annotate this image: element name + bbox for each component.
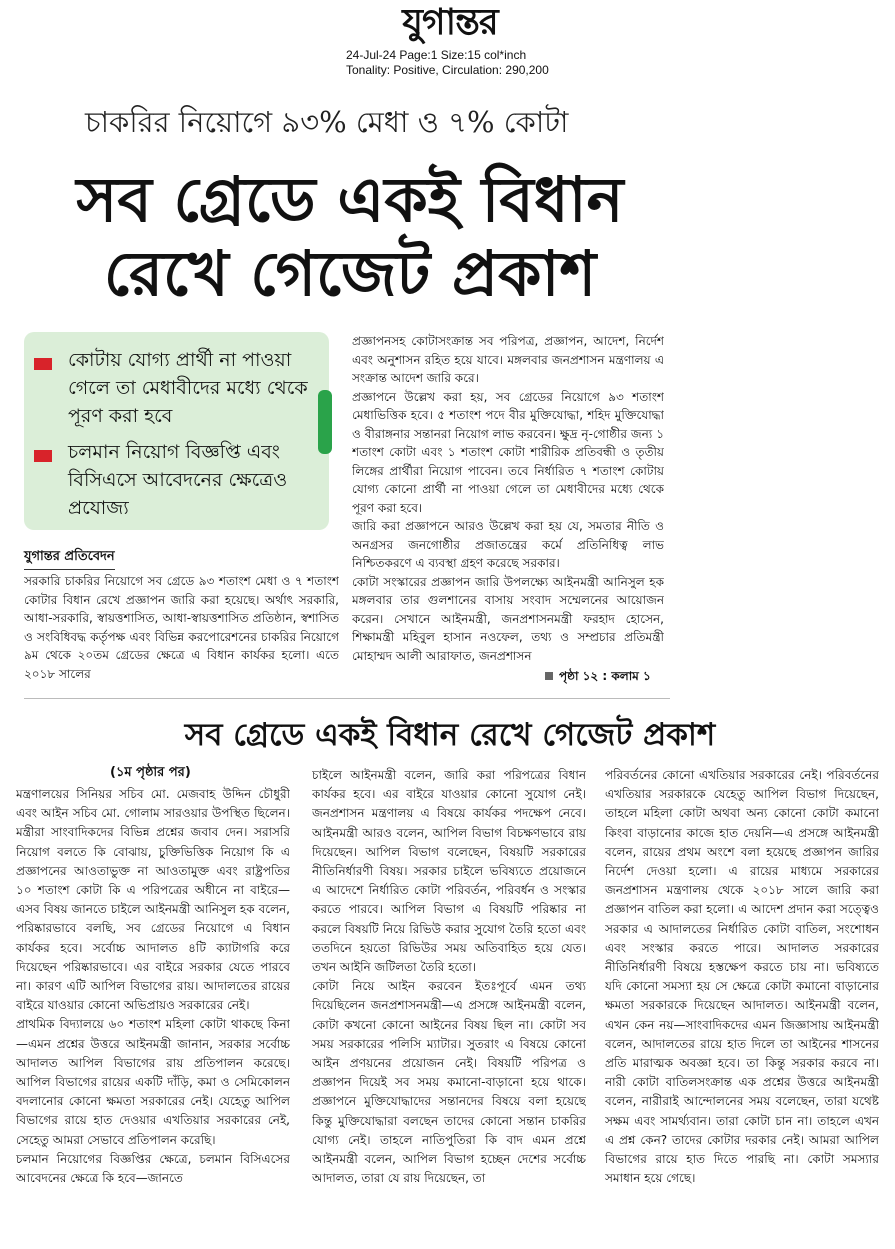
clipping-meta bbox=[346, 48, 549, 78]
jump-headline: সব গ্রেডে একই বিধান রেখে গেজেট প্রকাশ bbox=[184, 717, 716, 753]
jump-from-label: (১ম পৃষ্ঠার পর) bbox=[110, 765, 191, 780]
paragraph: চলমান নিয়োগের বিজ্ঞপ্তির ক্ষেত্রে, চলমান বিসিএসের আবেদনের ক্ষেত্রে কি হবে—জানতে bbox=[16, 1151, 290, 1186]
bullet-marker-icon bbox=[34, 450, 52, 462]
jump-column-1 bbox=[16, 785, 290, 1233]
byline: যুগান্তর প্রতিবেদন bbox=[24, 547, 115, 570]
newspaper-masthead: যুগান্তর bbox=[402, 1, 498, 43]
square-bullet-icon bbox=[545, 672, 553, 680]
paragraph: মন্ত্রণালয়ের সিনিয়র সচিব মো. মেজবাহ উদ্দিন চৌধুরী এবং আইন সচিব মো. গোলাম সারওয়ার উপস্থিত ছিলেন। মন্ত্রীরা সাংবাদিকদের বিভিন্ন প্রশ্নের জবাব দেন। সরাসরি নিয়োগ বলতে কি বোঝায়, চুক্তিভিত্তিক নিয়োগ কি এ প্রজ্ঞাপনের আওতাভুক্ত না আওতামুক্ত এবং রাষ্ট্রপতির ১০ শতাংশ কোটা কি এ পরিপত্রের অধীনে না বাইরে—এসব বিষয় জানতে চাইলে আইনমন্ত্রী আনিসুল হক বলেন, পরিষ্কারভাবে বলছি, সব গ্রেডের নিয়োগে এ বিধান কার্যকর হবে। সর্বোচ্চ আদালত ৪টি ক্যাটাগরি করে দিয়েছেন পরিষ্কারভাবে। এর বাইরে সরকার যেতে পারবে না। কারণ এটি আপিল বিভাগের রায়। আদালতের রায়ের বাইরে যাওয়ার কোনো অভিপ্রায়ও সরকারের নেই। bbox=[16, 787, 290, 1013]
clipping-meta-line2: Tonality: Positive, Circulation: 290,200 bbox=[346, 63, 549, 77]
section-divider bbox=[24, 698, 670, 699]
main-headline-line2: রেখে গেজেট প্রকাশ bbox=[103, 237, 597, 310]
paragraph: প্রজ্ঞাপনসহ কোটাসংক্রান্ত সব পরিপত্র, প্রজ্ঞাপন, আদেশ, নির্দেশ এবং অনুশাসন রহিত হয়ে যাবে। মঙ্গলবার জনপ্রশাসন মন্ত্রণালয় এ সংক্রান্ত আদেশ জারি করে। bbox=[352, 334, 664, 385]
paragraph: জারি করা প্রজ্ঞাপনে আরও উল্লেখ করা হয় যে, সমতার নীতি ও অনগ্রসর জনগোষ্ঠীর প্রজাতন্ত্রের কর্মে প্রতিনিধিত্ব লাভ নিশ্চিতকরণে এ ব্যবস্থা গ্রহণ করেছে সরকার। bbox=[352, 519, 664, 570]
kicker-headline: চাকরির নিয়োগে ৯৩% মেধা ও ৭% কোটা bbox=[85, 105, 569, 139]
highlight-item-2: চলমান নিয়োগ বিজ্ঞপ্তি এবং বিসিএসে আবেদনের ক্ষেত্রেও প্রযোজ্য bbox=[68, 441, 288, 519]
continued-marker: পৃষ্ঠা ১২ : কলাম ১ bbox=[545, 668, 651, 688]
paragraph: পরিবর্তনের কোনো এখতিয়ার সরকারের নেই। পরিবর্তনের এখতিয়ার সরকারকে যেহেতু আপিল বিভাগ দিয়েছেন, তাহলে মহিলা কোটা অথবা অন্য কোনো কোটা কমানো কিংবা বাড়ানোর কাজে হাত দেয়নি—এ প্রসঙ্গে আইনমন্ত্রী বলেন, রায়ের প্রথম অংশে বলা হয়েছে প্রজ্ঞাপন জারির নির্দেশ দেওয়া হলো। এ রায়ের মাধ্যমে সরকারের জনপ্রশাসন মন্ত্রণালয় থেকে ২০১৮ সালে জারি করা প্রজ্ঞাপন বাতিল করা হলো। এ আদেশ প্রদান করা সত্ত্বেও সরকার এ আদালতের নির্ধারিত কোটা বাতিল, সংশোধন এবং সংস্কার করতে পারে। আদালত সরকারের নীতিনির্ধারণী বিষয়ে হস্তক্ষেপ করতে চায় না। ভবিষ্যতে যদি কোনো সমস্যা হয় সে ক্ষেত্রে কোটা কমানো বাড়ানোর ক্ষমতা সরকারকে দিয়েছেন আদালত। আইনমন্ত্রী বলেন, এখন কেন নয়—সাংবাদিকদের এমন জিজ্ঞাসায় আইনমন্ত্রী বলেন, আদালতের রায়ে হাত দিলে তা আইনের শাসনের প্রতি মারাত্মক অবজ্ঞা হবে। তা কিন্তু সরকার করবে না। নারী কোটা বাতিলসংক্রান্ত এক প্রশ্নের উত্তরে আইনমন্ত্রী বলেন, নারীরাই আন্দোলনের সময় বলেছেন, তারা যথেষ্ট সক্ষম এবং সামর্থ্যবান। তারা কোটা চান না। তাহলে এখন এ প্রশ্ন কেন? তাদের কোটার দরকার নেই। আমরা আপিল বিভাগের রায়ে হাত দিতে পারছি না। কোটা সমস্যার সমাধান হয়ে গেছে। bbox=[605, 768, 879, 1186]
jump-column-3 bbox=[605, 766, 879, 1233]
paragraph: চাইলে আইনমন্ত্রী বলেন, জারি করা পরিপত্রের বিধান কার্যকর হবে। এর বাইরে যাওয়ার কোনো সুযোগ নেই। জনপ্রশাসন মন্ত্রণালয় এ বিষয়ে কার্যকর পদক্ষেপ নেবে। আইনমন্ত্রী আরও বলেন, আপিল বিভাগ বিচক্ষণভাবে রায় দিয়েছেন। আপিল বিভাগ বলেছেন, বিষয়টি সরকারের নীতিনির্ধারণী বিষয়। সরকার চাইলে ভবিষ্যতে প্রয়োজনে এ আদেশে নির্ধারিত কোটা পরিবর্তন, পরিবর্ধন ও সংস্কার করতে পারবে। আপিল বিভাগ এ বিষয়টি পরিষ্কার না করলে বিষয়টি নিয়ে রিভিউ করার সুযোগ তৈরি হতো এবং ততদিনে হয়তো রিভিউর সময় অতিবাহিত হয়ে যেত। তখন আইনি জটিলতা তৈরি হতো। bbox=[312, 768, 586, 975]
paragraph: কোটা সংস্কারের প্রজ্ঞাপন জারি উপলক্ষ্যে আইনমন্ত্রী আনিসুল হক মঙ্গলবার তার গুলশানের বাসায় সংবাদ সম্মেলনের আয়োজন করেন। সেখানে আইনমন্ত্রী, জনপ্রশাসনমন্ত্রী ফরহাদ হোসেন, শিক্ষামন্ত্রী মহিবুল হাসান নওফেল, তথ্য ও সম্প্রচার প্রতিমন্ত্রী মোহাম্মদ আলী আরাফাত, জনপ্রশাসন bbox=[352, 574, 664, 663]
main-headline-line1: সব গ্রেডে একই বিধান bbox=[76, 163, 624, 236]
front-story-right-column bbox=[352, 332, 664, 664]
paragraph: কোটা নিয়ে আইন করবেন ইতঃপূর্বে এমন তথ্য দিয়েছিলেন জনপ্রশাসনমন্ত্রী—এ প্রসঙ্গে আইনমন্ত্রী বলেন, কোটা কখনো কোনো আইনের বিষয় ছিল না। কোটা সব সময় সরকারের পলিসি ম্যাটার। সুতরাং এ বিষয়ে কোনো আইন প্রণয়নের প্রয়োজন নেই। বিষয়টি পরিপত্র ও প্রজ্ঞাপন দিয়েই সব সময় কমানো-বাড়ানো হয়ে থাকে। প্রজ্ঞাপনে মুক্তিযোদ্ধাদের সন্তানদের বিষয়ে বলা হয়েছে কিন্তু মুক্তিযোদ্ধারা বলছেন তাদের কোনো সন্তান চাকরির যোগ্য নেই। তাহলে নাতিপুতিরা কি বাদ এমন প্রশ্নে আইনমন্ত্রী বলেন, আপিল বিভাগ হচ্ছেন দেশের সর্বোচ্চ আদালত, তারা যে রায় দিয়েছেন, তা bbox=[312, 979, 586, 1186]
jump-column-2 bbox=[312, 766, 586, 1233]
lead-paragraph: সরকারি চাকরির নিয়োগে সব গ্রেডে ৯৩ শতাংশ মেধা ও ৭ শতাংশ কোটার বিধান রেখে প্রজ্ঞাপন জারি করা হয়েছে। অর্থাৎ সরকারি, আধা-সরকারি, স্বায়ত্তশাসিত, আধা-স্বায়ত্তশাসিত প্রতিষ্ঠান, স্বশাসিত ও সংবিধিবদ্ধ কর্তৃপক্ষ এবং বিভিন্ন করপোরেশনের চাকরির নিয়োগে ৯ম থেকে ২০তম গ্রেডের ক্ষেত্রে এ বিধান কার্যকর হলো। এতে ২০১৮ সালের bbox=[24, 574, 339, 681]
clipping-meta-line1: 24-Jul-24 Page:1 Size:15 col*inch bbox=[346, 48, 527, 62]
bullet-marker-icon bbox=[34, 358, 52, 370]
paragraph: প্রজ্ঞাপনে উল্লেখ করা হয়, সব গ্রেডের নিয়োগে ৯৩ শতাংশ মেধাভিত্তিক হবে। ৫ শতাংশ পদে বীর মুক্তিযোদ্ধা, শহিদ মুক্তিযোদ্ধা ও বীরাঙ্গনার সন্তানরা নিয়োগ লাভ করবেন। ক্ষুদ্র নৃ-গোষ্ঠীর জন্য ১ শতাংশ কোটা এবং ১ শতাংশ কোটা শারীরিক প্রতিবন্ধী ও তৃতীয় লিঙ্গের প্রার্থীরা নিয়োগ পাবেন। তবে নির্ধারিত ৭ শতাংশ কোটায় যোগ্য কোনো প্রার্থী না পাওয়া গেলে তা মেধাবীদের মধ্যে থেকে পূরণ করা হবে। bbox=[352, 389, 664, 515]
paragraph: প্রাথমিক বিদ্যালয়ে ৬০ শতাংশ মহিলা কোটা থাকছে কিনা—এমন প্রশ্নের উত্তরে আইনমন্ত্রী জানান, সরকার সর্বোচ্চ আদালত আপিল বিভাগের রায় প্রতিপালন করেছে। আপিল বিভাগের রায়ের একটি দাঁড়ি, কমা ও সেমিকোলন বদলানোর কোনো ক্ষমতা সরকারের নেই। যেহেতু আপিল বিভাগের রায়ে হাত দেওয়ার এখতিয়ার সরকারের নেই, সেহেতু আমরা সেভাবে প্রতিপালন করেছি। bbox=[16, 1017, 290, 1147]
highlight-item-1: কোটায় যোগ্য প্রার্থী না পাওয়া গেলে তা মেধাবীদের মধ্যে থেকে পূরণ করা হবে bbox=[68, 349, 308, 427]
